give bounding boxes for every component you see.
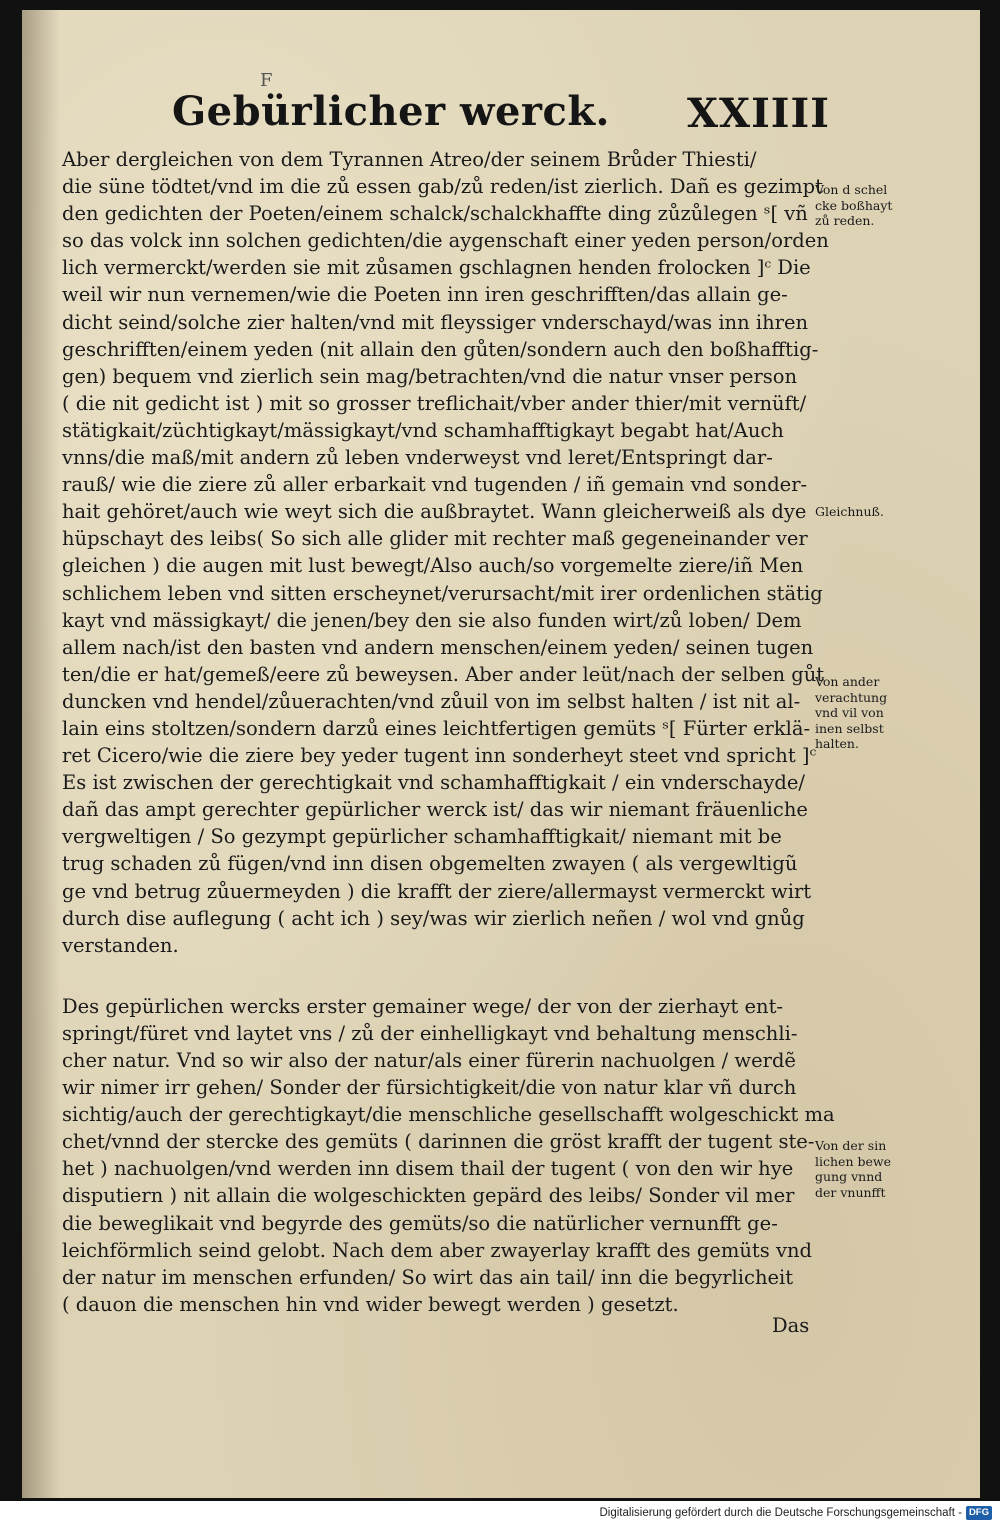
text-line: wir nimer irr gehen/ Sonder der fürsichtigkeit/die von natur klar vñ durch xyxy=(62,1076,797,1100)
text-line: schlichem leben vnd sitten erscheynet/verursacht/mit irer ordenlichen stätig xyxy=(62,581,823,605)
text-line: dañ das ampt gerechter gepürlicher werck ist/ das wir niemant fräuenliche xyxy=(62,798,808,822)
text-line: vergweltigen / So gezympt gepürlicher schamhafftigkait/ niemant mit be xyxy=(62,825,782,849)
text-line: allem nach/ist den basten vnd andern menschen/einem yeden/ seinen tugen xyxy=(62,635,814,659)
marginal-line: vnd vil von xyxy=(815,705,884,720)
text-line: so das volck inn solchen gedichten/die aygenschaft einer yeden person/orden xyxy=(62,229,829,253)
paragraph-2 xyxy=(62,993,835,1318)
book-page xyxy=(22,10,980,1498)
running-head-title: Gebürlicher werck. xyxy=(172,88,610,135)
marginal-line: cke boßhayt xyxy=(815,197,893,213)
text-line: lich vermerckt/werden sie mit zůsamen gschlagnen henden frolocken ]ᶜ Die xyxy=(62,256,811,280)
paragraph-1 xyxy=(62,146,829,959)
text-line: weil wir nun vernemen/wie die Poeten inn iren geschrifften/das allain ge- xyxy=(62,283,788,307)
marginal-line: inen selbst xyxy=(815,720,884,736)
marginal-note-2 xyxy=(815,504,945,520)
text-line: gen) bequem vnd zierlich sein mag/betrachten/vnd die natur vnser person xyxy=(62,364,798,388)
text-line: cher natur. Vnd so wir also der natur/als einer fürerin nachuolgen / werdẽ xyxy=(62,1049,796,1072)
folio-number: XXIIII xyxy=(687,90,830,137)
text-line: ( die nit gedicht ist ) mit so grosser treflichait/vber ander thier/mit vernüft/ xyxy=(62,391,807,415)
marginal-line: Von d schel xyxy=(815,182,888,197)
text-line: springt/füret vnd laytet vns / zů der einhelligkayt vnd behaltung menschli- xyxy=(62,1021,798,1045)
text-line: trug schaden zů fügen/vnd inn disen obgemelten zwayen ( als vergewltigũ xyxy=(62,852,798,876)
marginal-line: halten. xyxy=(815,736,859,751)
signature-mark: F xyxy=(260,70,273,91)
text-line: die süne tödtet/vnd im die zů essen gab/zů reden/ist zierlich. Dañ es gezimpt xyxy=(62,175,823,199)
marginal-line: der vnunfft xyxy=(815,1184,886,1200)
text-line: hüpschayt des leibs( So sich alle glider mit rechter maß gegeneinander ver xyxy=(62,527,808,551)
dfg-logo-icon[interactable]: DFG xyxy=(966,1506,992,1520)
digitization-footer xyxy=(600,1505,993,1521)
text-line: hait gehöret/auch wie weyt sich die außbraytet. Wann gleicherweiß als dye xyxy=(62,500,807,524)
funding-credit-text: Digitalisierung gefördert durch die Deutsche Forschungsgemeinschaft - xyxy=(599,1507,962,1519)
marginal-note-3 xyxy=(815,674,945,752)
marginal-line: Von der sin xyxy=(815,1138,887,1153)
main-text xyxy=(62,146,835,1318)
text-line: stätigkait/züchtigkayt/mässigkayt/vnd schamhafftigkayt begabt hat/Auch xyxy=(62,418,784,442)
catchword: Das xyxy=(772,1314,810,1337)
text-line: leichförmlich seind gelobt. Nach dem aber zwayerlay krafft des gemüts vnd xyxy=(62,1238,812,1262)
paragraph-gap xyxy=(62,959,817,993)
text-line: kayt vnd mässigkayt/ die jenen/bey den sie also funden wirt/zů loben/ Dem xyxy=(62,608,802,632)
text-line: ge vnd betrug zůuermeyden ) die krafft der ziere/allermayst vermerckt wirt xyxy=(62,879,812,903)
text-line: ( dauon die menschen hin vnd wider bewegt werden ) gesetzt. xyxy=(62,1292,679,1316)
text-line: sichtig/auch der gerechtigkayt/die menschliche gesellschafft wolgeschickt ma xyxy=(62,1103,835,1127)
text-line: Es ist zwischen der gerechtigkait vnd schamhafftigkait / ein vnderschayde/ xyxy=(62,771,805,795)
text-line: ten/die er hat/gemeß/eere zů beweysen. Aber ander leüt/nach der selben gůt xyxy=(62,662,825,686)
text-line: verstanden. xyxy=(62,933,179,957)
gutter-shadow xyxy=(22,10,60,1498)
text-line: rauß/ wie die ziere zů aller erbarkait vnd tugenden / iñ gemain vnd sonder- xyxy=(62,473,808,497)
text-line: lain eins stoltzen/sondern darzů eines leichtfertigen gemüts ˢ[ Fürter erklä- xyxy=(62,716,811,740)
text-line: disputiern ) nit allain die wolgeschickten gepärd des leibs/ Sonder vil mer xyxy=(62,1184,795,1208)
marginal-note-1 xyxy=(815,182,945,229)
marginal-line: lichen bewe xyxy=(815,1153,891,1169)
text-line: vnns/die maß/mit andern zů leben vnderweyst vnd leret/Entspringt dar- xyxy=(62,446,773,470)
marginal-line: zů reden. xyxy=(815,213,875,228)
text-line: ret Cicero/wie die ziere bey yeder tugent inn sonderheyt steet vnd spricht ]ᶜ xyxy=(62,744,817,768)
text-line: duncken vnd hendel/zůuerachten/vnd zůuil von im selbst halten / ist nit al- xyxy=(62,689,801,713)
text-line: durch dise auflegung ( acht ich ) sey/was wir zierlich neñen / wol vnd gnůg xyxy=(62,906,805,930)
text-line: het ) nachuolgen/vnd werden inn disem thail der tugent ( von den wir hye xyxy=(62,1157,794,1181)
marginal-line: Von ander xyxy=(815,674,880,689)
text-line: Aber dergleichen von dem Tyrannen Atreo/der seinem Brůder Thiesti/ xyxy=(62,148,757,171)
text-line: chet/vnnd der stercke des gemüts ( darinnen die gröst krafft der tugent ste- xyxy=(62,1130,815,1154)
marginal-note-4 xyxy=(815,1138,945,1200)
text-line: dicht seind/solche zier halten/vnd mit fleyssiger vnderschayd/was inn ihren xyxy=(62,310,809,334)
text-line: der natur im menschen erfunden/ So wirt das ain tail/ inn die begyrlicheit xyxy=(62,1265,794,1289)
marginal-line: verachtung xyxy=(815,689,888,705)
text-line: die beweglikait vnd begyrde des gemüts/so die natürlicher vernunfft ge- xyxy=(62,1211,778,1235)
marginal-line: Gleichnuß. xyxy=(815,504,884,519)
text-line: Des gepürlichen wercks erster gemainer wege/ der von der zierhayt ent- xyxy=(62,994,784,1018)
text-line: geschrifften/einem yeden (nit allain den gůten/sondern auch den boßhafftig- xyxy=(62,337,819,361)
text-line: gleichen ) die augen mit lust bewegt/Also auch/so vorgemelte ziere/iñ Men xyxy=(62,554,804,578)
text-line: den gedichten der Poeten/einem schalck/schalckhaffte ding zůzůlegen ˢ[ vñ xyxy=(62,202,808,226)
marginal-line: gung vnnd xyxy=(815,1169,883,1184)
